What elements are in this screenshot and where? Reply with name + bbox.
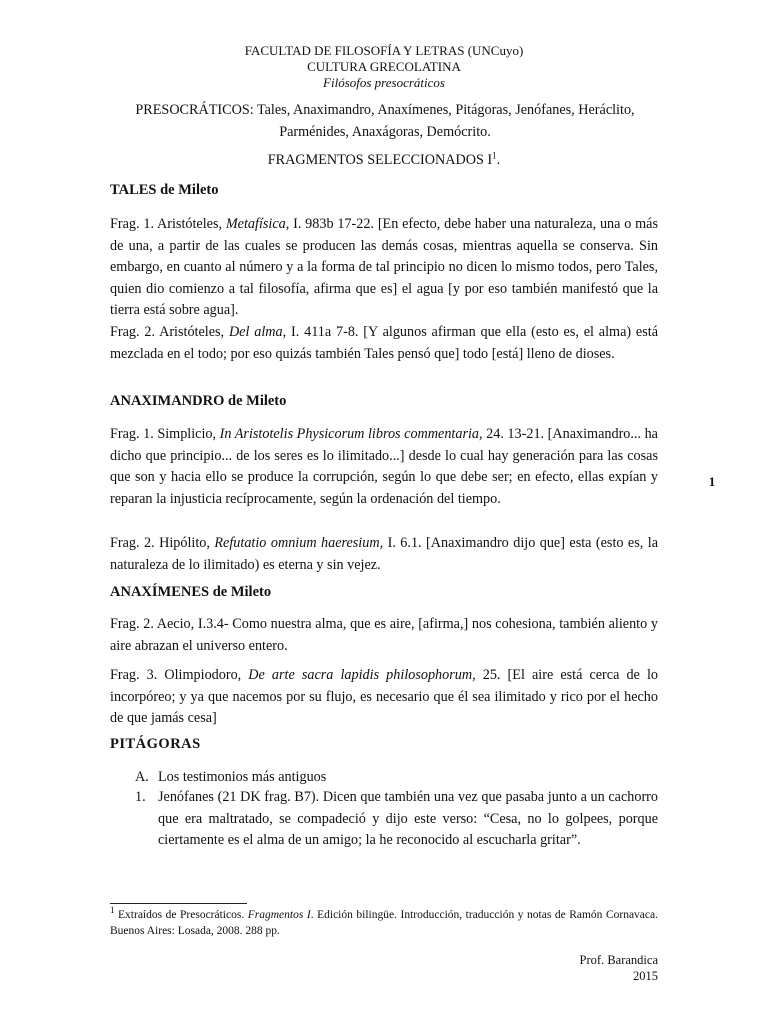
- list-marker-1: 1.: [135, 789, 146, 805]
- footnote-ref: 1: [492, 150, 497, 161]
- footnote-marker: 1: [110, 905, 115, 916]
- section-heading-anaximandro: ANAXIMANDRO de Mileto: [110, 393, 287, 409]
- anaximenes-frag-3-work: De arte sacra lapidis philosophorum,: [248, 667, 476, 683]
- list-item-a: Los testimonios más antiguos: [158, 769, 327, 785]
- footnote-prefix: Extraídos de Presocráticos.: [114, 909, 248, 921]
- anaximenes-frag-2: Frag. 2. Aecio, I.3.4- Como nuestra alma, que es aire, [afirma,] nos cohesiona, también aliento y aire abrazan el universo entero.: [110, 616, 658, 654]
- tales-frag-1: [110, 214, 658, 322]
- faculty-name: FACULTAD DE FILOSOFÍA Y LETRAS (UNCuyo): [244, 43, 524, 58]
- tales-frag-1-text: , I. 983b 17-22. [En efecto, debe haber una naturaleza, una o más de una, a partir de las cuales se producen las demás cosas, mientras aquella se conserva. Sin embargo, en cuanto al número y a la forma de tal principio no dicen lo mismo todos, pero Tales, quien dio comienzo a tal filosofía, afirma que es] el agua [y por eso también manifestó que la tierra está sobre agua].: [110, 216, 658, 319]
- anaximenes-frag-3-prefix: Frag. 3. Olimpiodoro,: [110, 667, 249, 683]
- anaximandro-frag-1-prefix: Frag. 1. Simplicio,: [110, 426, 220, 442]
- section-heading-tales: TALES de Mileto: [110, 182, 219, 198]
- tales-frag-2-prefix: Frag. 2. Aristóteles,: [110, 324, 229, 340]
- tales-frag-1-prefix: Frag. 1. Aristóteles,: [110, 216, 226, 232]
- year: 2015: [633, 969, 658, 983]
- anaximandro-frag-2-text: I. 6.1. [Anaximandro dijo que] esta (esto es, la naturaleza de lo ilimitado) es eterna y sin vejez.: [110, 535, 658, 573]
- anaximandro-frag-2-prefix: Frag. 2. Hipólito,: [110, 535, 215, 551]
- footnote-text: . Edición bilingüe. Introducción, traducción y notas de Ramón Cornavaca. Buenos Aires: Losada, 2008. 288 pp.: [110, 909, 658, 937]
- intro-list: [100, 100, 670, 143]
- document-header: [0, 43, 768, 91]
- anaximandro-frag-1-work: In Aristotelis Physicorum libros commentaria: [219, 426, 480, 442]
- footnote-work: Fragmentos I: [247, 909, 311, 921]
- list-item-1: Jenófanes (21 DK frag. B7). Dicen que también una vez que pasaba junto a un cachorro que era maltratado, se compadeció y dijo este verso: “Cesa, no lo golpees, porque ciertamente es el alma de un amigo; la he reconocido al escucharla gritar”.: [158, 789, 658, 849]
- footnote-separator: [110, 903, 247, 904]
- professor-name: Prof. Barandica: [579, 953, 658, 967]
- intro-line-2: Parménides, Anaxágoras, Demócrito.: [279, 123, 491, 140]
- anaximenes-frag-3: [110, 665, 658, 730]
- fragments-title-period: .: [496, 152, 501, 168]
- section-heading-pitagoras: PITÁGORAS: [110, 736, 201, 752]
- signature: [580, 952, 658, 984]
- footnote: [110, 905, 658, 939]
- tales-frag-2: [110, 322, 658, 365]
- anaximandro-frag-2-work: Refutatio omnium haeresium,: [214, 535, 384, 551]
- page-number: 1: [708, 474, 716, 489]
- anaximandro-frag-1: [110, 424, 658, 510]
- intro-line-1: PRESOCRÁTICOS: Tales, Anaximandro, Anaxímenes, Pitágoras, Jenófanes, Heráclito,: [135, 102, 635, 118]
- tales-frag-2-work: Del alma: [228, 324, 283, 340]
- tales-frag-1-work: Metafísica: [225, 216, 286, 232]
- document-subtitle: Filósofos presocráticos: [323, 75, 445, 90]
- tales-frag-2-text: , I. 411a 7-8. [Y algunos afirman que ella (esto es, el alma) está mezclada en el todo; por eso quizás también Tales pensó que] todo [está] lleno de dioses.: [110, 324, 658, 362]
- section-heading-anaximenes: ANAXÍMENES de Mileto: [110, 584, 272, 600]
- fragments-title-text: FRAGMENTOS SELECCIONADOS I: [267, 152, 493, 168]
- fragments-title: [0, 150, 768, 172]
- anaximandro-frag-1-text: , 24. 13-21. [Anaximandro... ha dicho que principio... de los seres es lo ilimitado...] desde lo cual hay generación para las cosas que son y hacia ello se produce la corrupción, según lo que debe ser; en efecto, ellas expían y reparan la injusticia recíprocamente, según la ordenación del tiempo.: [110, 426, 658, 507]
- anaximandro-frag-2: [110, 533, 658, 576]
- anaximenes-frag-3-text: 25. [El aire está cerca de lo incorpóreo; y ya que nacemos por su flujo, es necesario que él sea ilimitado y rico por el hecho de que jamás cesa]: [110, 667, 658, 727]
- list-marker-a: A.: [135, 769, 149, 785]
- course-name: CULTURA GRECOLATINA: [307, 59, 461, 74]
